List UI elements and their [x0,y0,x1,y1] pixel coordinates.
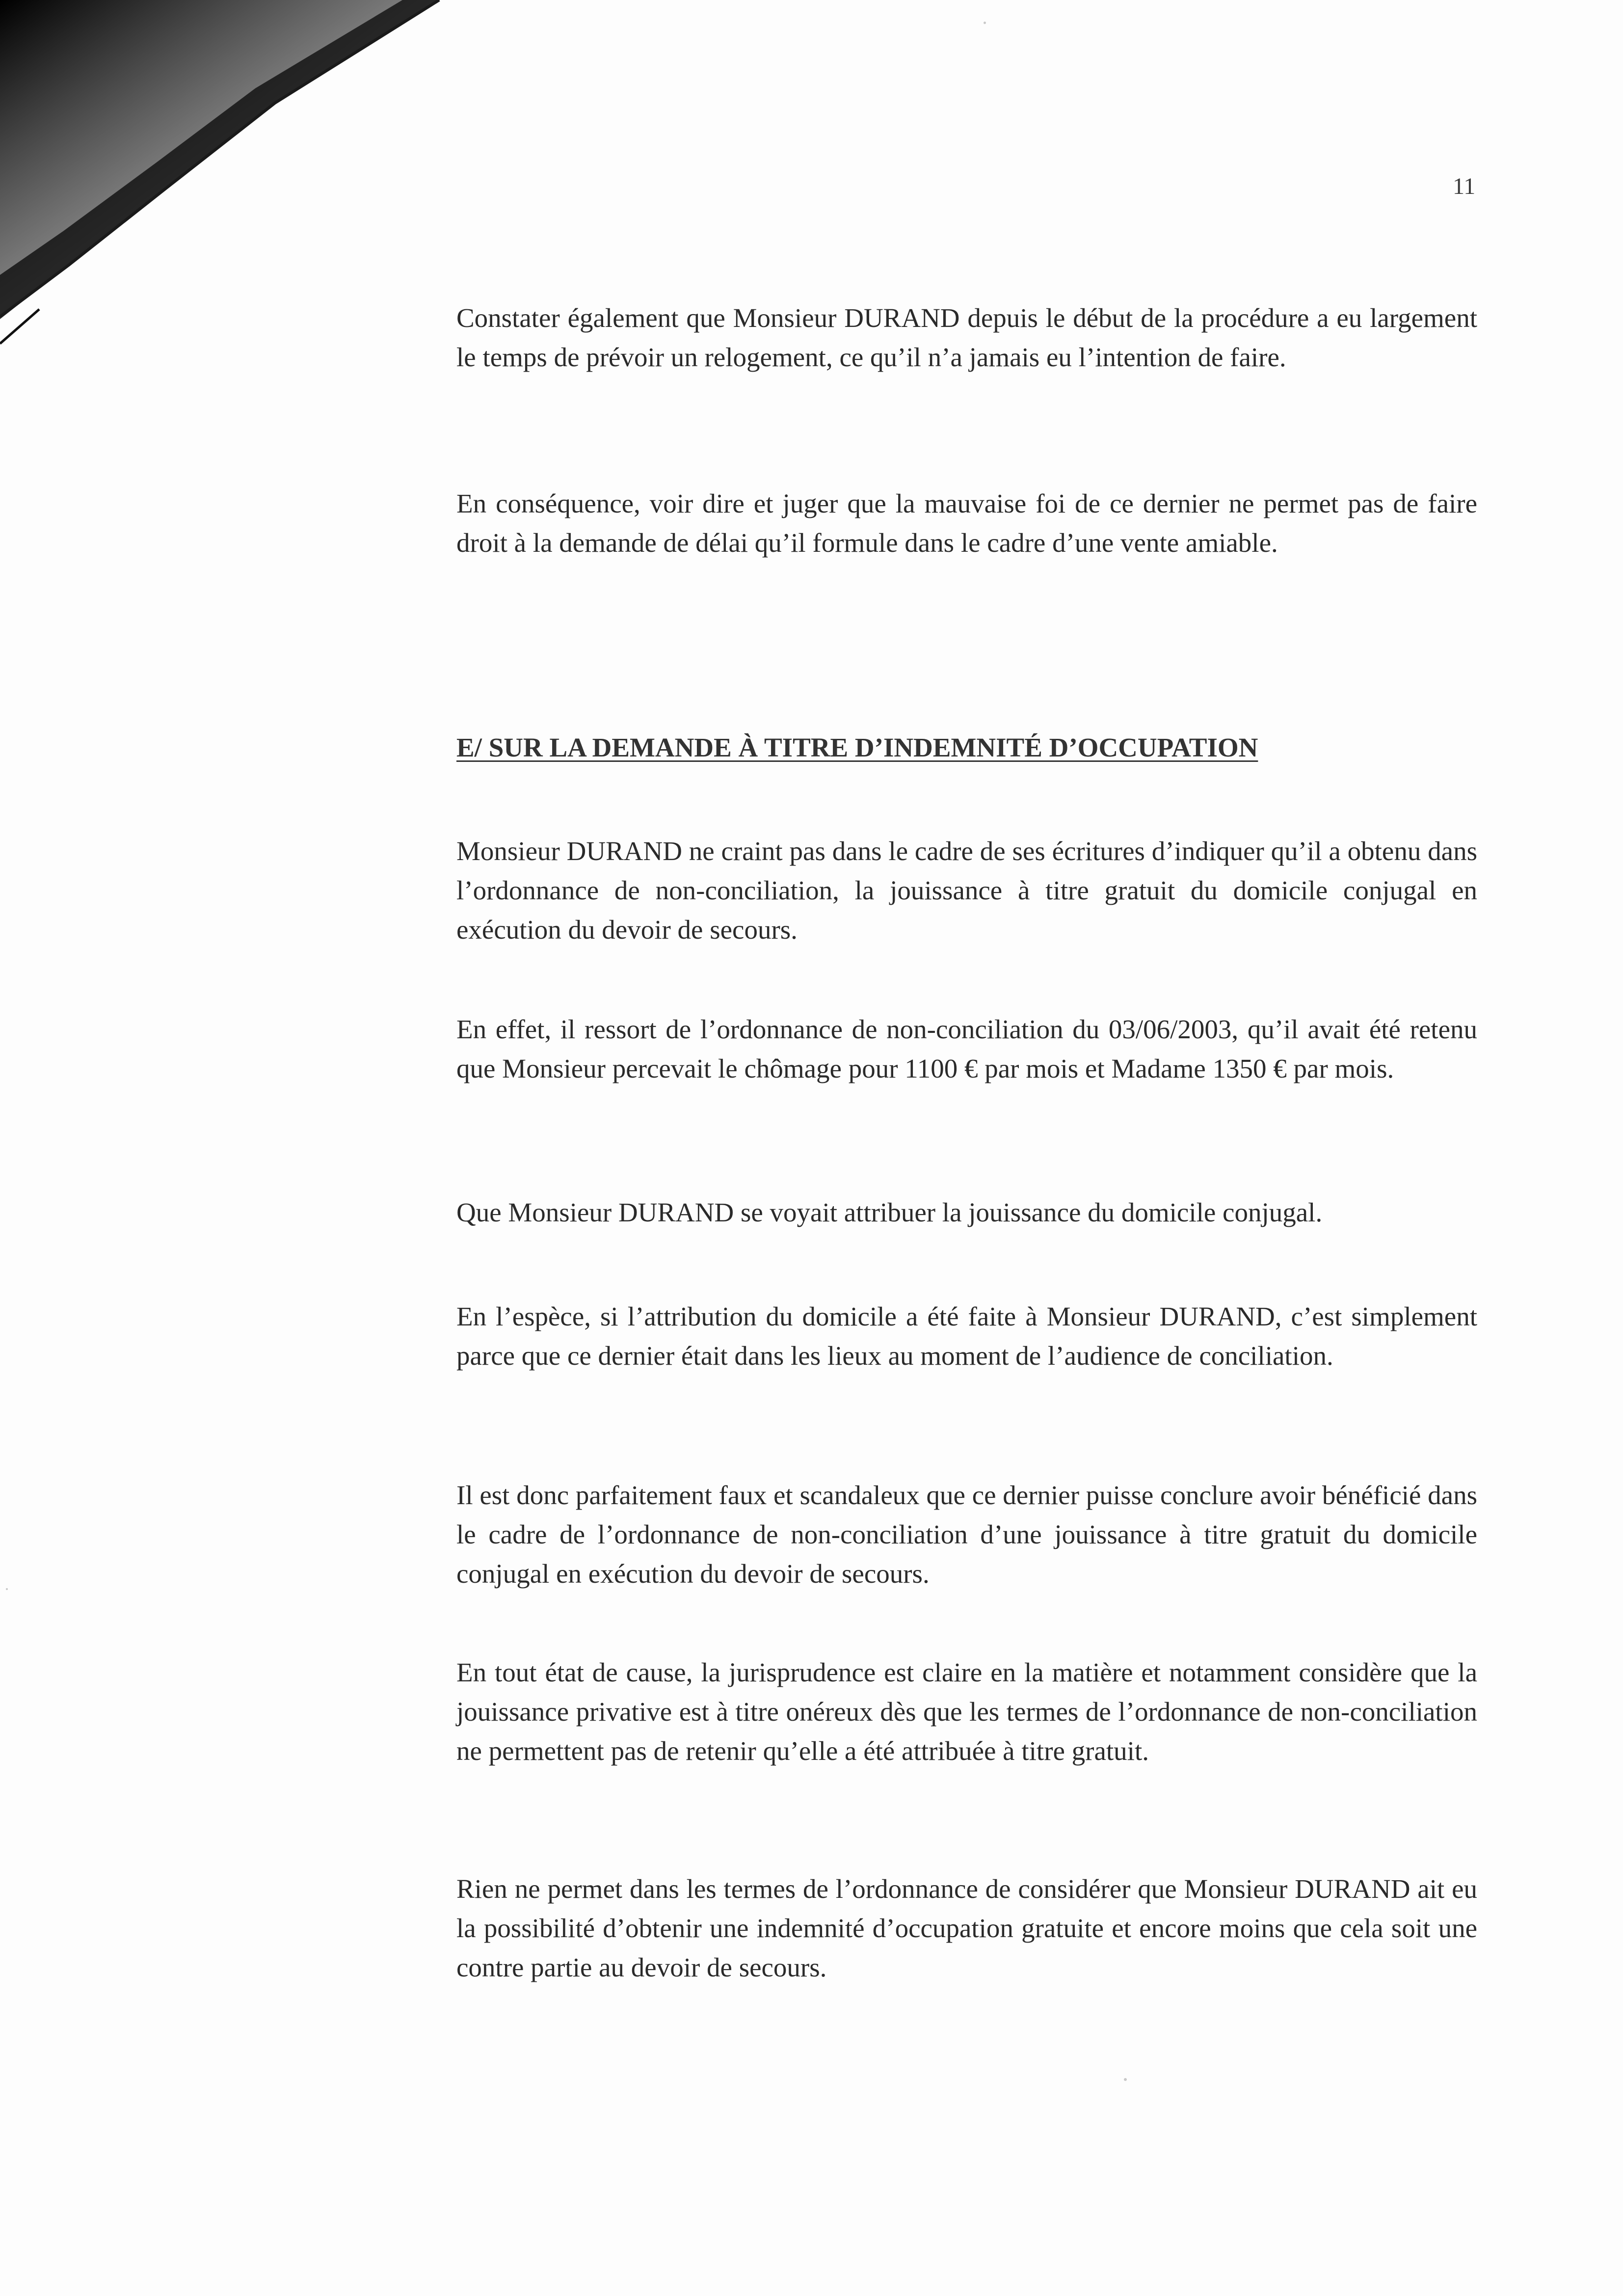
paragraph-jurisprudence: En tout état de cause, la jurisprudence est claire en la matière et notamment considère que la jouissance privative est à titre onéreux dès que les termes de l’ordonnance de non-conciliation ne permettent pas de retenir qu’elle a été attribuée à titre gratuit. [456,1657,1477,1766]
paragraph-attribution-domicile: Que Monsieur DURAND se voyait attribuer la jouissance du domicile conjugal. [456,1197,1323,1227]
paragraph-rien-ne-permet: Rien ne permet dans les termes de l’ordonnance de considérer que Monsieur DURAND ait eu la possibilité d’obtenir une indemnité d’occupation gratuite et encore moins que cela soit une contre partie au devoir de secours. [456,1874,1477,1982]
paragraph-mauvaise-foi: En conséquence, voir dire et juger que la mauvaise foi de ce dernier ne permet pas de faire droit à la demande de délai qu’il formule dans le cadre d’une vente amiable. [456,488,1477,558]
scan-speck [984,22,986,24]
page-number: 11 [1453,173,1476,199]
paragraph-ordonnance-2003: En effet, il ressort de l’ordonnance de non-conciliation du 03/06/2003, qu’il avait été retenu que Monsieur percevait le chômage pour 1100 € par mois et Madame 1350 € par mois. [456,1014,1477,1083]
scan-speck [6,1588,8,1590]
folded-corner-shadow [0,0,442,353]
section-heading: E/ SUR LA DEMANDE À TITRE D’INDEMNITÉ D’OCCUPATION [456,732,1258,762]
scan-speck [1124,2078,1127,2081]
paragraph-jouissance-gratuite: Monsieur DURAND ne craint pas dans le cadre de ses écritures d’indiquer qu’il a obtenu dans l’ordonnance de non-conciliation, la jouissance à titre gratuit du domicile conjugal en exécution du devoir de secours. [456,836,1477,945]
paragraph-en-l-espece: En l’espèce, si l’attribution du domicile a été faite à Monsieur DURAND, c’est simplement parce que ce dernier était dans les lieux au moment de l’audience de conciliation. [456,1301,1477,1371]
paragraph-faux-et-scandaleux: Il est donc parfaitement faux et scandaleux que ce dernier puisse conclure avoir bénéficié dans le cadre de l’ordonnance de non-conciliation d’une jouissance à titre gratuit du domicile conjugal en exécution du devoir de secours. [456,1480,1477,1589]
paragraph-relogement: Constater également que Monsieur DURAND depuis le début de la procédure a eu largement le temps de prévoir un relogement, ce qu’il n’a jamais eu l’intention de faire. [456,303,1477,372]
